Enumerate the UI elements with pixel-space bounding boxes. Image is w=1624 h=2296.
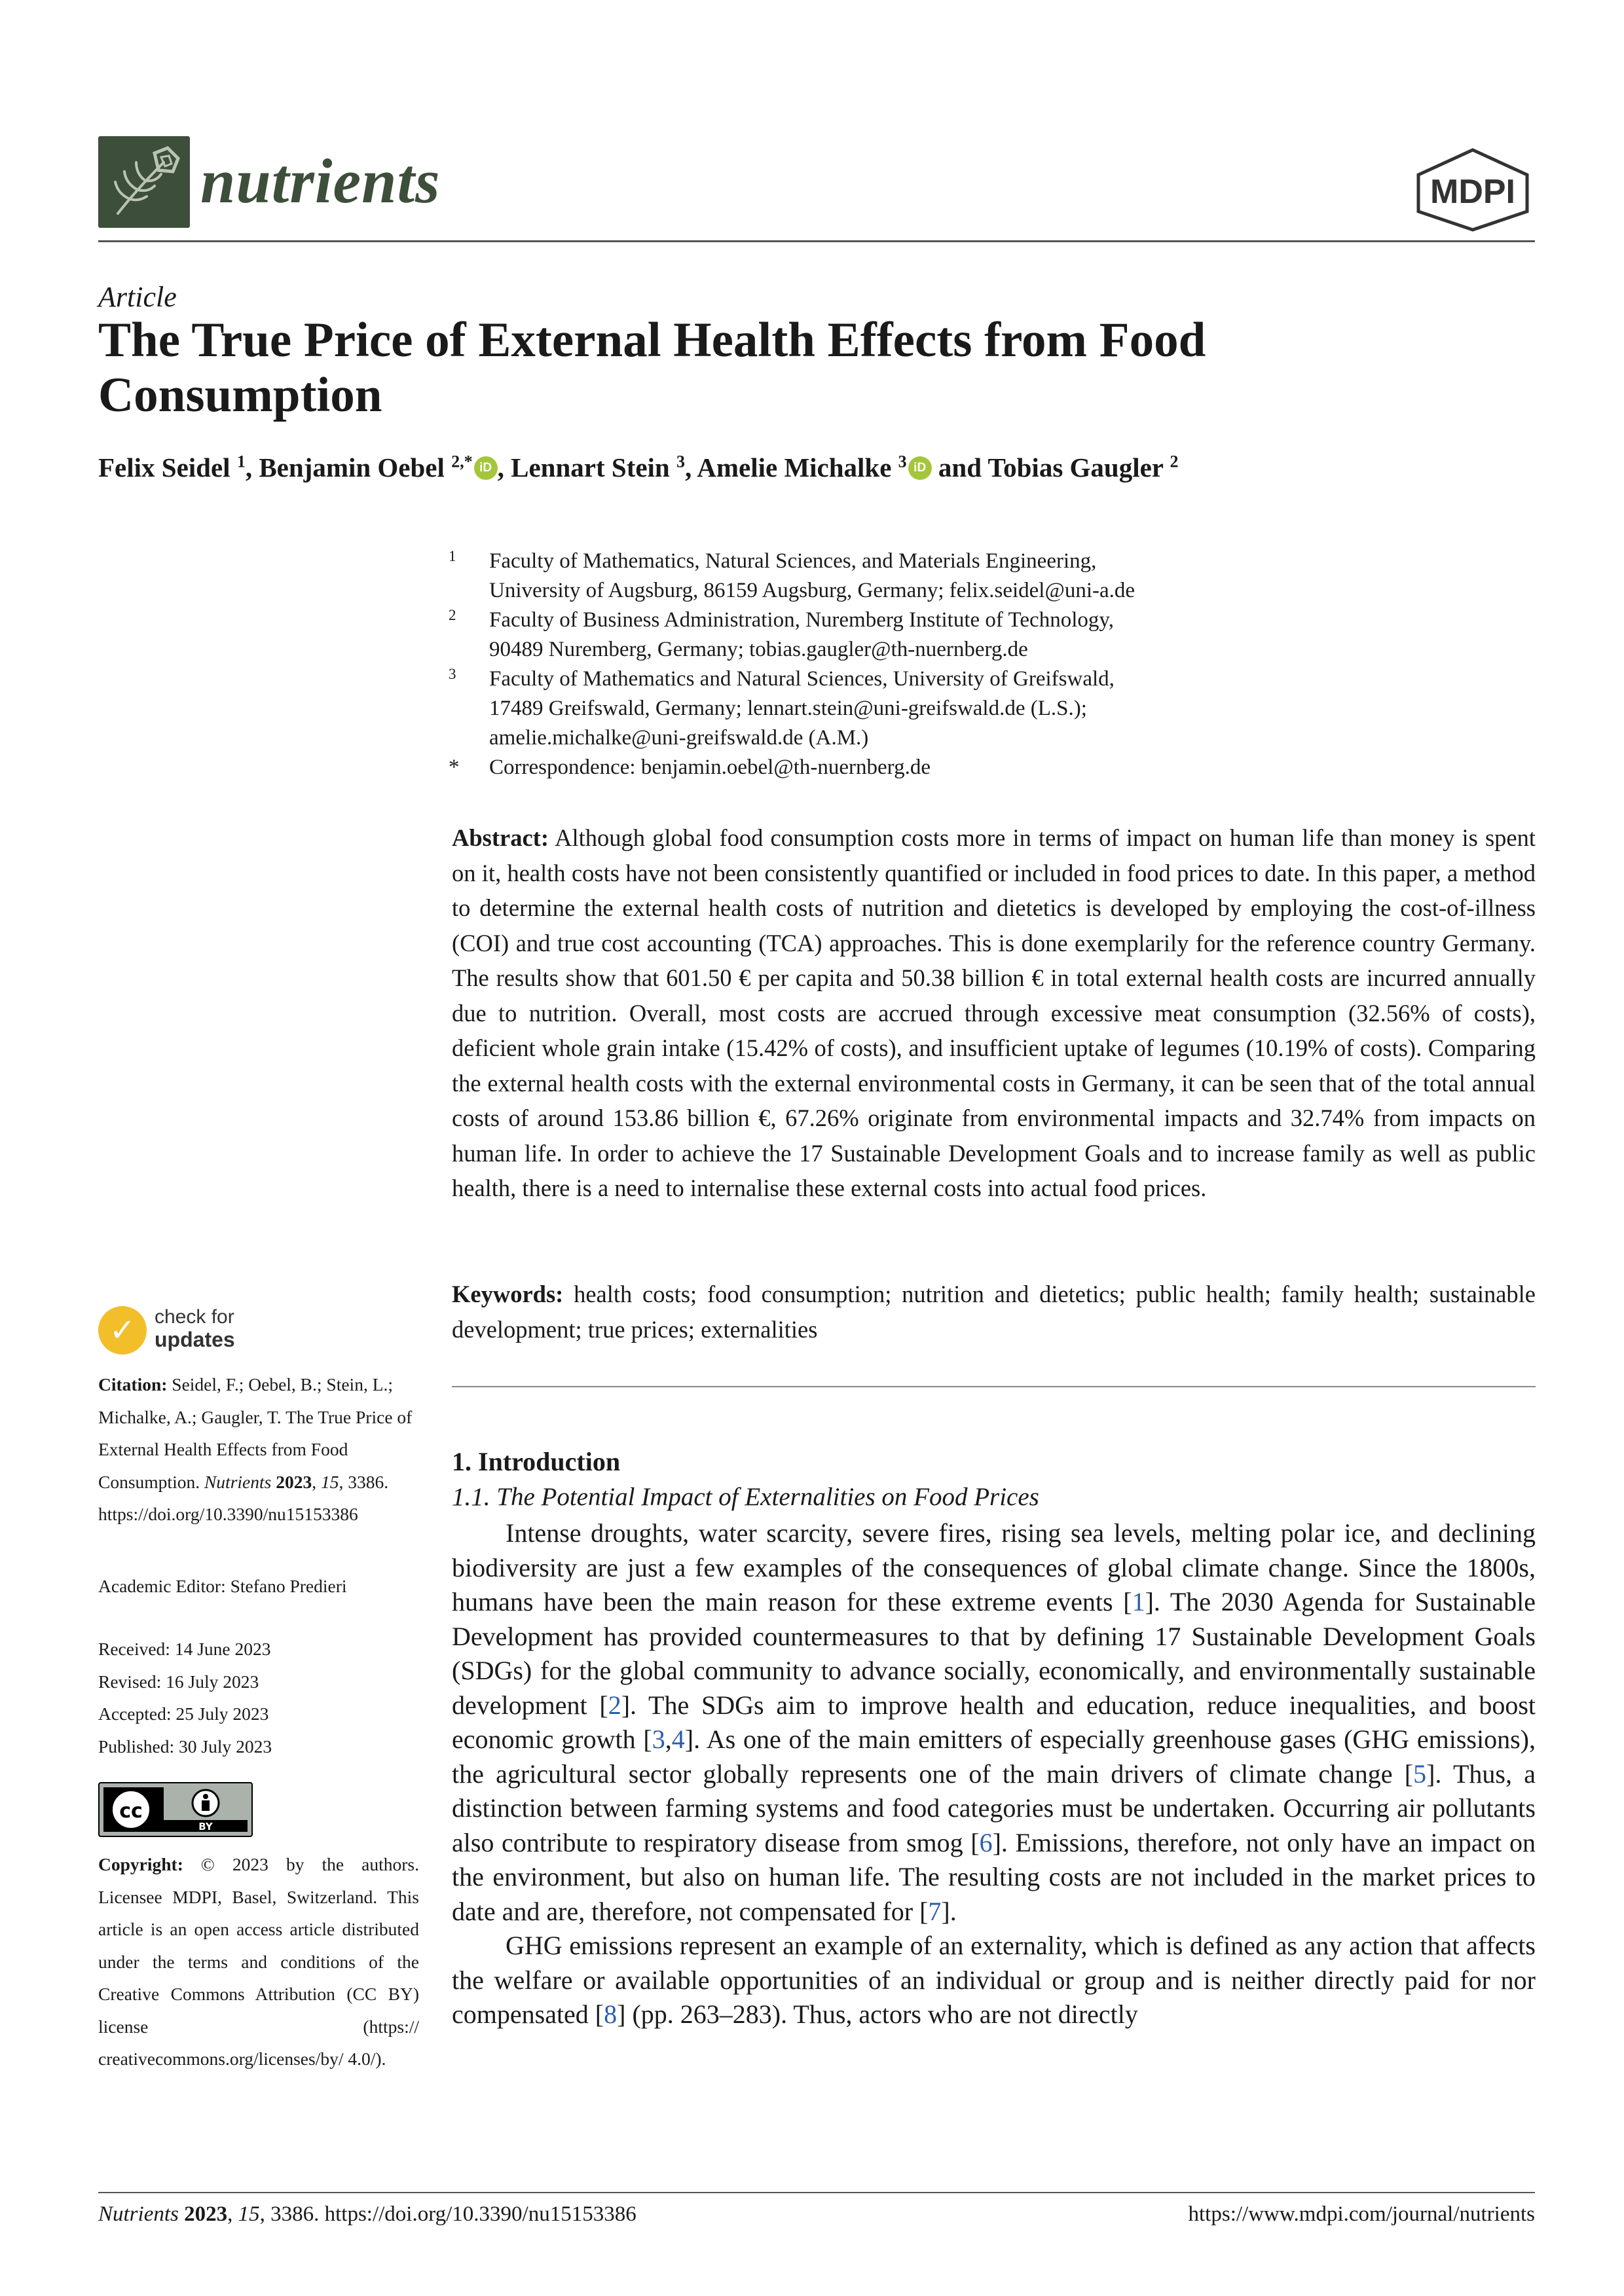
keywords-label: Keywords: (452, 1281, 564, 1307)
reference-link[interactable]: 2 (608, 1690, 621, 1720)
citation-volume: 15 (320, 1471, 339, 1492)
citation-text: Seidel, F.; Oebel, B.; Stein, L.; Michalke, A.; Gaugler, T. The True Price of External Health Effects from Food Consumption. (98, 1374, 413, 1492)
reference-link[interactable]: 6 (979, 1827, 993, 1857)
footer-journal: Nutrients (98, 2202, 179, 2226)
footer-volume: 15 (238, 2202, 260, 2226)
date-line: Published: 30 July 2023 (98, 1736, 272, 1757)
keywords-text: health costs; food consumption; nutrition and dietetics; public health; family health; sustainable development; true prices; externalities (452, 1281, 1536, 1343)
check-updates-line2: updates (155, 1328, 235, 1351)
affiliation-item (449, 665, 1536, 753)
affiliation-mark: 3 (449, 666, 456, 682)
author-list (98, 452, 1179, 483)
affiliation-mark: 2 (449, 607, 456, 623)
copyright-text: © 2023 by the authors. Licensee MDPI, Basel, Switzerland. This article is an open access article distributed under the terms and conditions of the Creative Commons Attribution (CC BY) license (https:// creativecommons.org/licenses/by/ 4.0/). (98, 1854, 419, 2069)
journal-name: nutrients (200, 146, 441, 216)
affiliation-line: Faculty of Mathematics and Natural Sciences, University of Greifswald, (489, 667, 1115, 691)
section-heading: 1. Introduction (452, 1447, 621, 1476)
introduction-body (452, 1516, 1536, 2032)
affiliation-item (449, 547, 1536, 606)
date-line: Revised: 16 July 2023 (98, 1671, 259, 1692)
subsection-heading: 1.1. The Potential Impact of Externalities on Food Prices (452, 1483, 1039, 1511)
affiliation-line: University of Augsburg, 86159 Augsburg, Germany; felix.seidel@uni-a.de (489, 579, 1135, 602)
date-line: Received: 14 June 2023 (98, 1639, 271, 1659)
footer-year: 2023 (184, 2202, 228, 2226)
author-name: Lennart Stein (511, 452, 670, 483)
footer-journal-url[interactable]: https://www.mdpi.com/journal/nutrients (1188, 2202, 1535, 2226)
abstract-text: Although global food consumption costs more in terms of impact on human life than money is spent on it, health costs have not been consistently quantified or included in food prices to date. In this paper, a method to determine the external health costs of nutrition and dietetics is developed by employing the cost-of-illness (COI) and true cost accounting (TCA) approaches. This is done exemplarily for the reference country Germany. The results show that 601.50 € per capita and 50.38 billion € in total external health costs are incurred annually due to nutrition. Overall, most costs are accrued through excessive meat consumption (32.56% of costs), deficient whole grain intake (15.42% of costs), and insufficient uptake of legumes (10.19% of costs). Comparing the external health costs with the external environmental costs in Germany, it can be seen that of the total annual costs of around 153.86 billion €, 67.26% originate from environmental impacts and 32.74% from impacts on human life. In order to achieve the 17 Sustainable Development Goals and to increase family as well as public health, there is a need to internalise these external costs into actual food prices. (452, 824, 1536, 1201)
reference-link[interactable]: 7 (928, 1896, 942, 1926)
author-name: Benjamin Oebel (259, 452, 445, 483)
mdpi-logo-text: MDPI (1430, 173, 1515, 211)
date-line: Accepted: 25 July 2023 (98, 1704, 269, 1724)
affiliation-line: Faculty of Business Administration, Nuremberg Institute of Technology, (489, 608, 1114, 632)
copyright-label: Copyright: (98, 1854, 183, 1874)
intro-paragraph: Intense droughts, water scarcity, severe fires, rising sea levels, melting polar ice, and declining biodiversity are just a few examples of the consequences of global climate change. Since the 1800s, humans have been the main reason for these extreme events [1]. The 2030 Agenda for Sustainable Development has provided countermeasures to that by defining 17 Sustainable Development Goals (SDGs) for the global community to advance socially, economically, and environmentally sustainable development [2]. The SDGs aim to improve health and education, reduce inequalities, and boost economic growth [3,4]. As one of the main emitters of especially greenhouse gases (GHG emissions), the agricultural sector globally represents one of the main drivers of climate change [5]. Thus, a distinction between farming systems and food categories must be undertaken. Occurring air pollutants also contribute to respiratory disease from smog [6]. Emissions, therefore, not only have an impact on the environment, but also on human life. The resulting costs are not included in the market prices to date and are, therefore, not compensated for [7]. (452, 1518, 1536, 1926)
author-name: Amelie Michalke (697, 452, 892, 483)
footer-doi-link[interactable]: , 3386. https://doi.org/10.3390/nu15153386 (259, 2202, 637, 2226)
citation-doi[interactable]: , 3386. https://doi.org/10.3390/nu15153386 (98, 1471, 389, 1524)
abstract (452, 820, 1536, 1206)
orcid-icon[interactable]: iD (908, 456, 932, 480)
author-separator: , (245, 452, 259, 483)
author-name: Felix Seidel (98, 452, 231, 483)
affiliation-line: Faculty of Mathematics, Natural Sciences, and Materials Engineering, (489, 549, 1097, 573)
article-type-label: Article (98, 281, 177, 313)
keywords (452, 1277, 1536, 1347)
author-affiliation-mark: 1 (236, 452, 246, 471)
reference-link[interactable]: 3 (652, 1724, 665, 1754)
affiliation-line: 17489 Greifswald, Germany; lennart.stein@uni-greifswald.de (L.S.); (489, 697, 1087, 720)
author-affiliation-mark: 3 (676, 452, 685, 471)
cc-badge-right-text: BY (198, 1821, 213, 1832)
author-name: Tobias Gaugler (987, 452, 1164, 483)
affiliation-item (449, 753, 1536, 782)
footer-divider (98, 2192, 1535, 2193)
author-separator: , (497, 452, 511, 483)
citation-journal: Nutrients (204, 1471, 272, 1492)
author-separator: , (685, 452, 697, 483)
abstract-divider (452, 1386, 1536, 1387)
orcid-icon[interactable]: iD (474, 456, 498, 480)
affiliation-mark: 1 (449, 548, 456, 564)
affiliation-mark: * (449, 756, 460, 779)
publication-dates (98, 1633, 419, 1762)
article-title: The True Price of External Health Effects from Food Consumption (98, 313, 1206, 422)
author-separator: and (931, 452, 988, 483)
check-updates-line1: check for (155, 1306, 234, 1328)
affiliations (449, 547, 1536, 782)
footer-citation: Nutrients 2023, 15, 3386. https://doi.org/10.3390/nu15153386 (98, 2202, 637, 2226)
affiliation-line: Correspondence: benjamin.oebel@th-nuernberg.de (489, 756, 931, 779)
mdpi-logo-icon (1411, 147, 1535, 232)
reference-link[interactable]: 8 (604, 1999, 618, 2029)
affiliation-line: 90489 Nuremberg, Germany; tobias.gaugler@th-nuernberg.de (489, 638, 1028, 661)
cc-by-license-icon[interactable] (98, 1782, 253, 1837)
author-affiliation-mark: 2,* (451, 452, 473, 471)
header-divider (98, 240, 1535, 242)
intro-paragraph: GHG emissions represent an example of an externality, which is defined as any action that affects the welfare or available opportunities of an individual or group and is neither directly paid for nor compensated [8] (pp. 263–283). Thus, actors who are not directly (452, 1931, 1536, 2029)
abstract-label: Abstract: (452, 824, 549, 851)
reference-link[interactable]: 5 (1413, 1758, 1427, 1789)
citation-year: 2023 (276, 1471, 312, 1492)
author-affiliation-mark: 2 (1170, 452, 1179, 471)
affiliation-item (449, 606, 1536, 665)
author-affiliation-mark: 3 (898, 452, 907, 471)
academic-editor: Academic Editor: Stefano Predieri (98, 1576, 347, 1596)
journal-logo-icon (98, 136, 190, 228)
cc-badge-left-text: cc (119, 1800, 143, 1823)
reference-link[interactable]: 4 (671, 1724, 685, 1754)
citation-label: Citation: (98, 1374, 168, 1394)
affiliation-line: amelie.michalke@uni-greifswald.de (A.M.) (489, 726, 869, 750)
citation-block: Citation: Seidel, F.; Oebel, B.; Stein, L.; Michalke, A.; Gaugler, T. The True Price of External Health Effects from Food Consumption. Nutrients 2023, 15, 3386. https://doi.org/10.3390/nu15153386 (98, 1374, 413, 1524)
copyright-block (98, 1848, 419, 2075)
reference-link[interactable]: 1 (1132, 1587, 1145, 1616)
checkmark-icon: ✓ (98, 1306, 147, 1355)
